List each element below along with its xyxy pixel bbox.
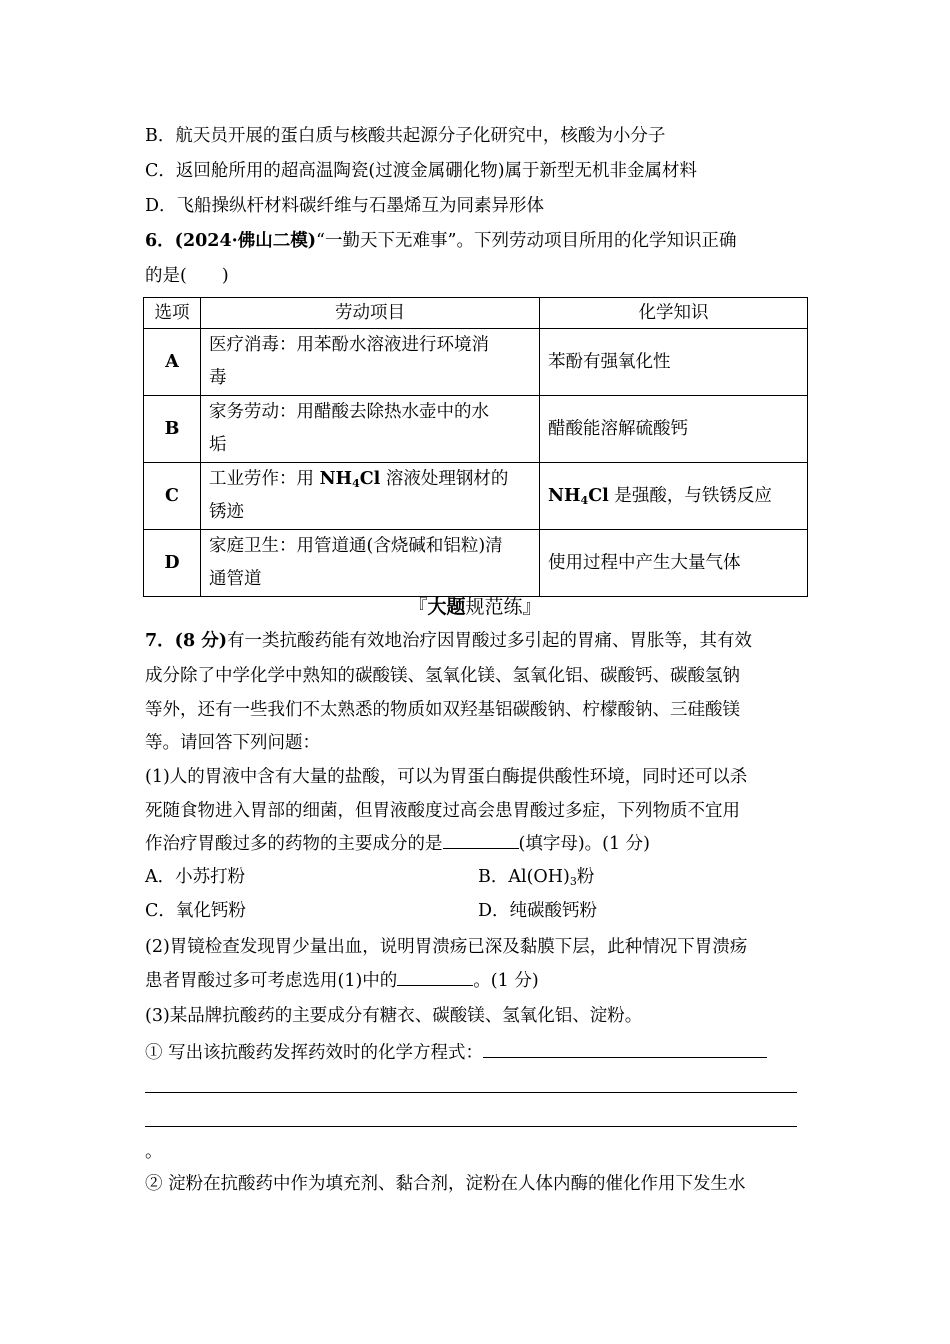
question-7-line2: 成分除了中学化学中熟知的碳酸镁、氢氧化镁、氢氧化铝、碳酸钙、碳酸氢钠: [145, 666, 740, 686]
row-option: B: [144, 396, 201, 463]
question-7-line1: [145, 629, 810, 653]
choice-row-1: [145, 865, 810, 889]
answer-line[interactable]: [145, 1126, 797, 1127]
section-title: [0, 594, 950, 620]
part3-q1-text: ① 写出该抗酸药发挥药效时的化学方程式：: [145, 1043, 484, 1063]
project-line2: 毒: [209, 368, 227, 388]
row-project: [201, 329, 540, 396]
part1-hint: (填字母)。(1 分): [518, 834, 651, 854]
project-line1-b: 溶液处理钢材的: [380, 469, 509, 489]
table-row: [144, 396, 808, 463]
question-7-line3: 等外，还有一些我们不太熟悉的物质如双羟基铝碳酸钠、柠檬酸钠、三硅酸镁: [145, 700, 740, 720]
option-d: D．飞船操纵杆材料碳纤维与石墨烯互为同素异形体: [145, 196, 545, 216]
row-knowledge: [540, 463, 808, 530]
labor-chemistry-table: [143, 297, 808, 597]
choice-a: A．小苏打粉: [145, 867, 246, 887]
row-knowledge: 苯酚有强氧化性: [540, 329, 808, 396]
project-line1-a: 工业劳作：用: [209, 469, 320, 489]
row-knowledge: 醋酸能溶解硫酸钙: [540, 396, 808, 463]
table-header-row: [144, 298, 808, 329]
answer-blank[interactable]: [397, 967, 473, 986]
row-project: [201, 463, 540, 530]
formula: Cl: [588, 485, 609, 506]
header-knowledge: 化学知识: [540, 298, 808, 329]
row-option: A: [144, 329, 201, 396]
choice-row-2: [145, 899, 810, 923]
row-knowledge: 使用过程中产生大量气体: [540, 530, 808, 597]
choice-b-text: B．Al(OH): [478, 867, 570, 887]
row-project: [201, 530, 540, 597]
table-row: [144, 463, 808, 530]
knowledge-text: 是强酸，与铁锈反应: [608, 485, 772, 506]
part3-end: 。: [145, 1142, 163, 1162]
project-line1: 家务劳动：用醋酸去除热水壶中的水: [209, 402, 489, 422]
project-line2: 锈迹: [209, 502, 244, 522]
question-7-line4: 等。请回答下列问题：: [145, 733, 320, 753]
part1-line2: 死随食物进入胃部的细菌，但胃液酸度过高会患胃酸过多症，下列物质不宜用: [145, 801, 740, 821]
part1-line3: [145, 830, 810, 856]
table-row: [144, 530, 808, 597]
project-line2: 通管道: [209, 569, 262, 589]
section-title-bold: 大题: [427, 596, 466, 618]
part2-line2: [145, 967, 810, 993]
part3-line1: (3)某品牌抗酸药的主要成分有糖衣、碳酸镁、氢氧化铝、淀粉。: [145, 1006, 643, 1026]
choice-b-suffix: 粉: [576, 867, 595, 887]
part3-q2: ② 淀粉在抗酸药中作为填充剂、黏合剂，淀粉在人体内酶的催化作用下发生水: [145, 1174, 746, 1194]
part2-line1: (2)胃镜检查发现胃少量出血，说明胃溃疡已深及黏膜下层，此种情况下胃溃疡: [145, 937, 748, 957]
question-7-text: 有一类抗酸药能有效地治疗因胃酸过多引起的胃痛、胃胀等，其有效: [227, 631, 753, 651]
section-bracket-right: 』: [522, 596, 542, 618]
question-6-text1: “一勤天下无难事”。下列劳动项目所用的化学知识正确: [316, 231, 737, 251]
part3-q1: [145, 1039, 810, 1065]
part2-hint: 。(1 分): [473, 971, 539, 991]
row-option: D: [144, 530, 201, 597]
project-line1: 家庭卫生：用管道通(含烧碱和铝粒)清: [209, 536, 503, 556]
row-project: [201, 396, 540, 463]
answer-blank[interactable]: [483, 1039, 767, 1058]
question-7-head: 7．(8 分): [145, 631, 228, 651]
option-c: C．返回舱所用的超高温陶瓷(过渡金属硼化物)属于新型无机非金属材料: [145, 161, 698, 181]
formula: NH: [548, 485, 581, 506]
table-row: [144, 329, 808, 396]
answer-line[interactable]: [145, 1092, 797, 1093]
formula: Cl: [359, 469, 381, 489]
part1-text: 作治疗胃酸过多的药物的主要成分的是: [145, 834, 443, 854]
question-6-line1: [145, 229, 810, 253]
project-line1: 医疗消毒：用苯酚水溶液进行环境消: [209, 335, 489, 355]
answer-blank[interactable]: [443, 830, 519, 849]
formula-subscript: 4: [580, 493, 589, 507]
choice-c: C．氧化钙粉: [145, 901, 246, 921]
formula-subscript: 4: [352, 477, 360, 490]
option-b: B．航天员开展的蛋白质与核酸共起源分子化研究中，核酸为小分子: [145, 126, 666, 146]
formula-subscript: 3: [569, 875, 577, 888]
row-option: C: [144, 463, 201, 530]
choice-d: D．纯碳酸钙粉: [478, 901, 598, 921]
choice-b: [478, 865, 594, 889]
header-project: 劳动项目: [201, 298, 540, 329]
section-bracket-left: 『: [408, 596, 428, 618]
project-line2: 垢: [209, 435, 227, 455]
question-6-head: 6．(2024·佛山二模): [145, 231, 317, 251]
header-option: 选项: [144, 298, 201, 329]
section-title-rest: 规范练: [465, 596, 523, 618]
formula: NH: [319, 469, 353, 489]
question-6-line2: 的是( ): [145, 266, 229, 286]
part1-line1: (1)人的胃液中含有大量的盐酸，可以为胃蛋白酶提供酸性环境，同时还可以杀: [145, 767, 748, 787]
part2-text: 患者胃酸过多可考虑选用(1)中的: [145, 971, 398, 991]
